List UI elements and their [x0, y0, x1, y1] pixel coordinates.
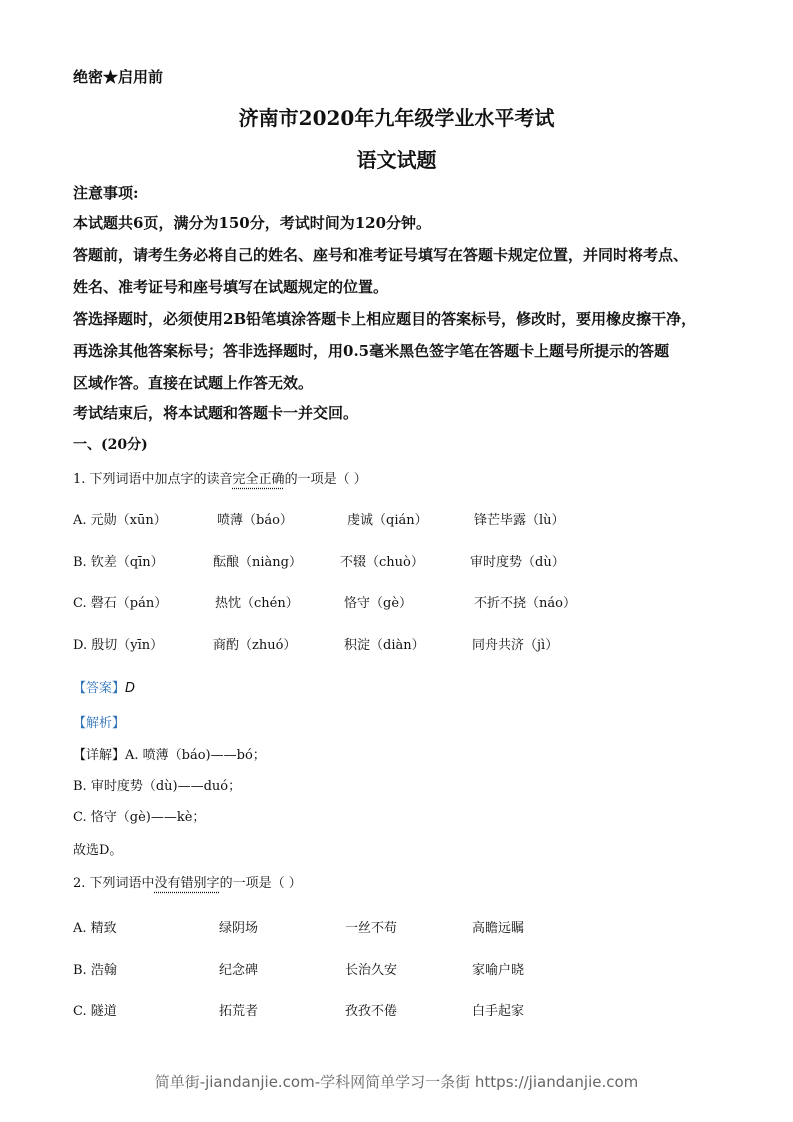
q1-option-b-word: 不辍（chuò） [340, 555, 424, 570]
q2-option-c-word: 孜孜不倦 [345, 1004, 398, 1019]
exam-subtitle: 语文试题 [356, 148, 437, 172]
emphasis-dotted: 完全正确 [232, 472, 285, 487]
q1-option-d-word: 商酌（zhuó） [213, 638, 297, 653]
q1-option-d-word: 同舟共济（jì） [472, 638, 559, 653]
analysis-label: 【解析】 [73, 716, 126, 731]
q1-option-b: B. 钦差（qīn） [73, 555, 164, 570]
q1-option-b-word: 审时度势（dù） [470, 555, 565, 570]
q2-option-b-word: 家喻户晓 [472, 963, 525, 978]
notes-line: 本试题共6页，满分为150分，考试时间为120分钟。 [73, 214, 432, 232]
q2-option-c: C. 隧道 [73, 1004, 117, 1019]
q1-option-b-word: 酝酿（niàng） [213, 555, 302, 570]
notes-line: 再选涂其他答案标号；答非选择题时，用0.5毫米黑色签字笔在答题卡上题号所提示的答题 [73, 342, 670, 360]
q2-option-a-word: 一丝不苟 [345, 921, 398, 936]
analysis-detail: 【详解】A. 喷薄（báo)——bó； [73, 748, 266, 763]
q1-option-d-word: 积淀（diàn） [344, 638, 425, 653]
q2-option-a-word: 绿阴场 [219, 921, 259, 936]
notes-line: 答题前，请考生务必将自己的姓名、座号和准考证号填写在答题卡规定位置，并同时将考点、 [73, 246, 689, 264]
q2-option-b: B. 浩翰 [73, 963, 117, 978]
question-2-stem: 2. 下列词语中没有错别字的一项是（ ） [73, 876, 302, 891]
notes-line: 区域作答。直接在试题上作答无效。 [73, 374, 314, 392]
page-footer: 简单街-jiandanjie.com-学科网简单学习一条街 https://jiandanjie.com [154, 1073, 639, 1091]
notes-line: 姓名、准考证号和座号填写在试题规定的位置。 [73, 278, 389, 296]
q1-option-a-word: 锋芒毕露（lù） [474, 513, 565, 528]
q1-answer [73, 677, 135, 696]
answer-label: 【答案】 [73, 681, 126, 696]
analysis-detail: B. 审时度势（dù)——duó； [73, 779, 242, 794]
q1-option-a-word: 虔诚（qián） [347, 513, 428, 528]
q1-option-a: A. 元勋（xūn） [73, 513, 167, 528]
q2-option-b-word: 长治久安 [345, 963, 398, 978]
exam-title: 济南市2020年九年级学业水平考试 [238, 106, 555, 130]
confidential-label: 绝密★启用前 [73, 68, 164, 86]
question-1-stem: 1. 下列词语中加点字的读音完全正确的一项是（ ） [73, 472, 367, 487]
section-heading: 一、(20分) [73, 437, 148, 453]
q1-option-c: C. 磬石（pán） [73, 596, 168, 611]
notes-heading: 注意事项: [73, 184, 139, 202]
notes-line: 考试结束后，将本试题和答题卡一并交回。 [73, 404, 359, 422]
analysis-detail: C. 恪守（gè)——kè； [73, 810, 206, 825]
q1-option-a-word: 喷薄（báo） [217, 513, 293, 528]
q2-option-b-word: 纪念碑 [219, 963, 259, 978]
q1-option-c-word: 不折不挠（náo） [474, 596, 576, 611]
q2-option-c-word: 拓荒者 [219, 1004, 259, 1019]
analysis-conclusion: 故选D。 [73, 843, 123, 858]
q2-option-a-word: 高瞻远瞩 [472, 921, 525, 936]
notes-line: 答选择题时，必须使用2B铅笔填涂答题卡上相应题目的答案标号，修改时，要用橡皮擦干净， [73, 310, 697, 328]
q1-option-c-word: 恪守（gè） [344, 596, 413, 611]
q2-option-a: A. 精致 [73, 921, 117, 936]
q1-option-c-word: 热忱（chén） [215, 596, 299, 611]
q1-option-d: D. 殷切（yīn） [73, 638, 164, 653]
answer-value: D [125, 681, 136, 696]
q2-option-c-word: 白手起家 [472, 1004, 525, 1019]
emphasis-dotted: 没有错别字 [154, 876, 220, 891]
